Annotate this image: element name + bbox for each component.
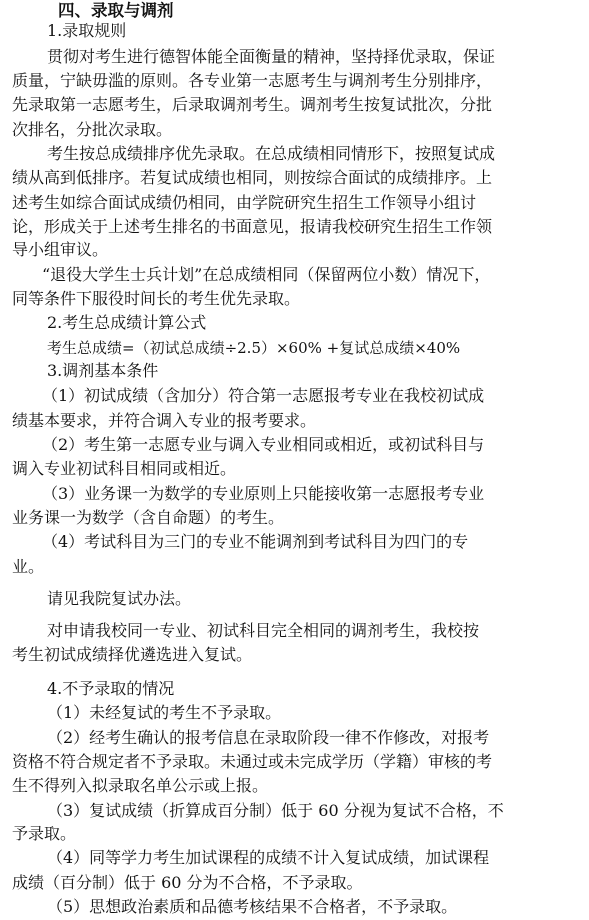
paragraph-line: （2）经考生确认的报考信息在录取阶段一律不作修改，对报考 [47,727,490,747]
paragraph-line: 予录取。 [12,824,77,843]
paragraph-line: （5）思想政治素质和品德考核结果不合格者，不予录取。 [47,897,458,916]
paragraph-line: 成绩（百分制）低于 60 分为不合格，不予录取。 [12,872,363,892]
paragraph-line: 考生初试成绩择优遴选进入复试。 [12,645,253,664]
paragraph-line: 对申请我校同一专业、初试科目完全相同的调剂考生，我校按 [47,620,480,640]
paragraph-line: 业务课一为数学（含自命题）的考生。 [12,507,285,527]
paragraph-line: 绩从高到低排序。若复试成绩也相同，则按综合面试的成绩排序。上 [12,168,493,188]
paragraph-line: 论，形成关于上述考生排名的书面意见，报请我校研究生招生工作领 [12,217,493,236]
paragraph-line: 请见我院复试办法。 [47,588,192,608]
score-formula: 考生总成绩=（初试总成绩÷2.5）×60% +复试总成绩×40% [47,338,461,357]
paragraph-line: 资格不符合规定者不予录取。未通过或未完成学历（学籍）审核的考 [12,752,493,771]
paragraph-line: （4）考试科目为三门的专业不能调剂到考试科目为四门的专 [42,532,469,552]
paragraph-line: （1）初试成绩（含加分）符合第一志愿报考专业在我校初试成 [42,386,485,406]
subheading-score-formula: 2.考生总成绩计算公式 [47,313,207,333]
paragraph-line: （1）未经复试的考生不予录取。 [47,703,282,723]
paragraph-line: 业。 [12,556,45,576]
subheading-admission-rules: 1.录取规则 [47,21,127,41]
section-title: 四、录取与调剂 [58,1,174,20]
subheading-no-admission: 4.不予录取的情况 [47,679,175,699]
paragraph-line: 述考生如综合面试成绩仍相同，由学院研究生招生工作领导小组讨 [12,192,477,212]
paragraph-line: 导小组审议。 [12,240,109,260]
paragraph-line: “退役大学生士兵计划”在总成绩相同（保留两位小数）情况下， [42,264,491,284]
paragraph-line: 次排名，分批次录取。 [12,119,173,139]
paragraph-line: 绩基本要求，并符合调入专业的报考要求。 [12,410,317,430]
paragraph-line: 同等条件下服役时间长的考生优先录取。 [12,289,301,308]
paragraph-line: （2）考生第一志愿专业与调入专业相同或相近，或初试科目与 [42,434,485,454]
paragraph-line: 考生按总成绩排序优先录取。在总成绩相同情形下，按照复试成 [47,144,496,163]
paragraph-line: 贯彻对考生进行德智体能全面衡量的精神，坚持择优录取，保证 [47,46,496,66]
paragraph-line: 生不得列入拟录取名单公示或上报。 [12,776,269,796]
paragraph-line: 质量，宁缺毋滥的原则。各专业第一志愿考生与调剂考生分别排序， [12,71,493,90]
paragraph-line: （3）业务课一为数学的专业原则上只能接收第一志愿报考专业 [42,483,485,503]
paragraph-line: 先录取第一志愿考生，后录取调剂考生。调剂考生按复试批次，分批 [12,95,493,115]
subheading-transfer-conditions: 3.调剂基本条件 [47,361,159,380]
paragraph-line: 调入专业初试科目相同或相近。 [12,459,237,479]
paragraph-line: （4）同等学力考生加试课程的成绩不计入复试成绩，加试课程 [47,848,490,868]
paragraph-line: （3）复试成绩（折算成百分制）低于 60 分视为复试不合格，不 [47,800,504,820]
